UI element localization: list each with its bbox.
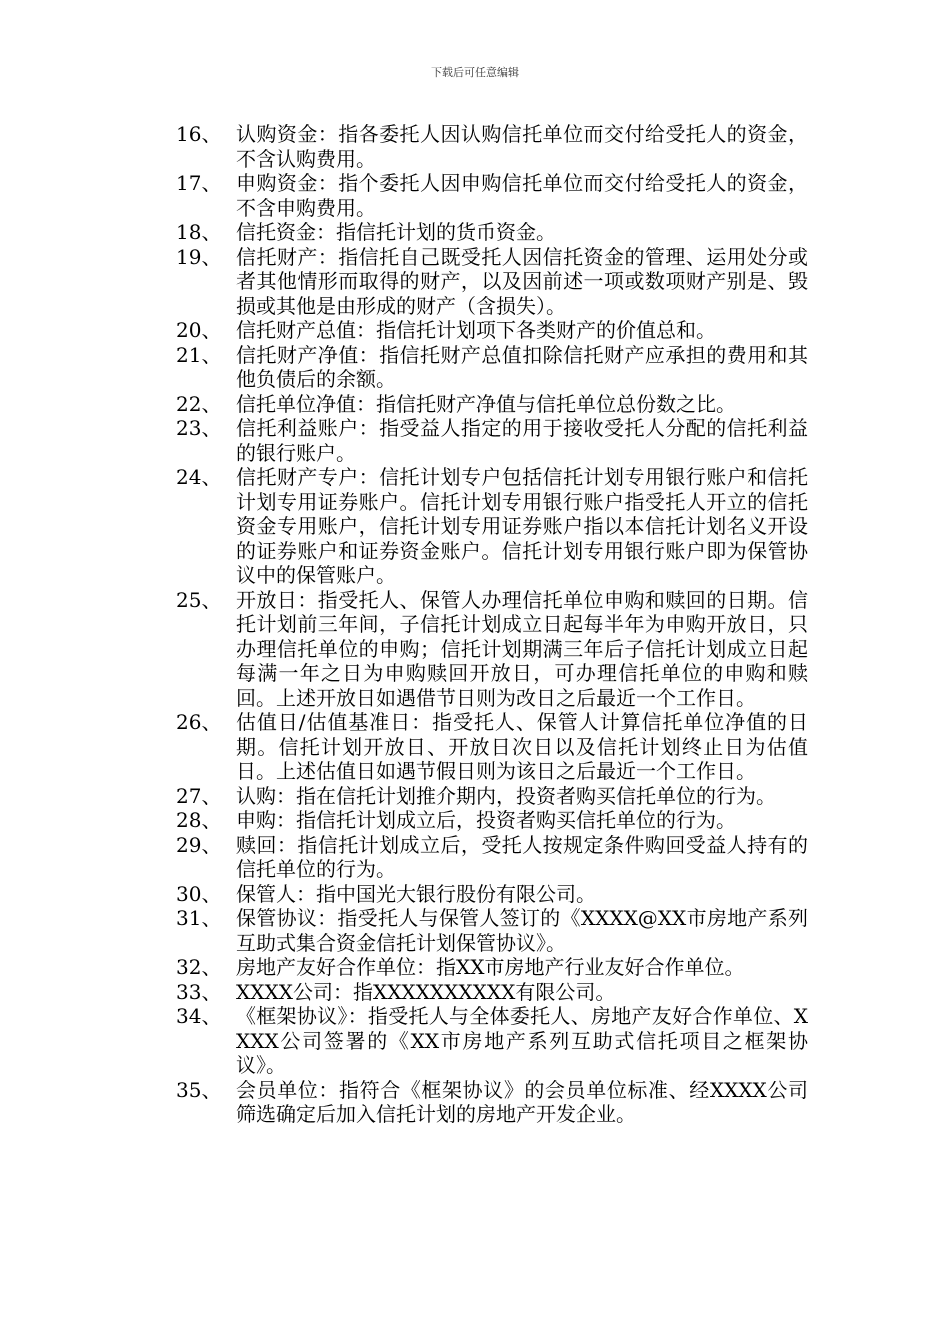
item-text: 认购：指在信托计划推介期内，投资者购买信托单位的行为。: [236, 783, 776, 808]
list-item: [176, 980, 808, 1005]
item-number: 30、: [176, 881, 222, 906]
item-text: 认购资金：指各委托人因认购信托单位而交付给受托人的资金，不含认购费用。: [236, 122, 808, 171]
list-item: [176, 710, 808, 784]
item-text: 信托财产总值：指信托计划项下各类财产的价值总和。: [236, 318, 716, 342]
list-item: [176, 808, 808, 833]
item-number: 21、: [176, 342, 222, 367]
item-text: 会员单位：指符合《框架协议》的会员单位标准、经XXXX公司筛选确定后加入信托计划的房地产开发企业。: [236, 1077, 808, 1126]
list-item: [176, 784, 808, 809]
item-number: 28、: [176, 808, 222, 832]
item-text: 信托财产：指信托自己既受托人因信托资金的管理、运用处分或者其他情形而取得的财产，以及因前述一项或数项财产别是、毁损或其他是由形成的财产（含损失）。: [236, 244, 808, 318]
item-number: 24、: [176, 465, 222, 489]
item-number: 18、: [176, 220, 222, 244]
item-number: 16、: [176, 122, 222, 146]
item-number: 22、: [176, 391, 222, 416]
item-text: 信托资金：指信托计划的货币资金。: [236, 220, 556, 244]
item-text: 保管人：指中国光大银行股份有限公司。: [236, 881, 596, 906]
item-text: 信托财产净值：指信托财产总值扣除信托财产应承担的费用和其他负债后的余额。: [236, 342, 808, 391]
item-text: 开放日：指受托人、保管人办理信托单位申购和赎回的日期。信托计划前三年间，子信托计划成立日起每半年为申购开放日，只办理信托单位的申购；信托计划期满三年后子信托计划成立日起每满一年之日为申购赎回开放日，可办理信托单位的申购和赎回。上述开放日如遇借节日则为改日之后最近一个工作日。: [236, 587, 808, 710]
item-number: 17、: [176, 171, 222, 195]
list-item: [176, 833, 808, 882]
item-number: 25、: [176, 587, 222, 612]
definitions-list: [176, 122, 808, 1127]
item-number: 33、: [176, 979, 222, 1004]
list-item: [176, 955, 808, 980]
item-text: 保管协议：指受托人与保管人签订的《XXXX@XX市房地产系列互助式集合资金信托计划保管协议》。: [236, 906, 808, 955]
list-item: [176, 588, 808, 711]
list-item: [176, 882, 808, 907]
item-number: 23、: [176, 416, 222, 440]
list-item: [176, 245, 808, 319]
item-number: 32、: [176, 955, 222, 979]
item-text: 房地产友好合作单位：指XX市房地产行业友好合作单位。: [236, 955, 745, 979]
item-number: 34、: [176, 1004, 222, 1028]
item-text: 赎回：指信托计划成立后，受托人按规定条件购回受益人持有的信托单位的行为。: [236, 832, 808, 881]
item-text: 信托单位净值：指信托财产净值与信托单位总份数之比。: [236, 391, 736, 416]
list-item: [176, 122, 808, 171]
item-number: 19、: [176, 244, 222, 269]
item-text: 估值日/估值基准日：指受托人、保管人计算信托单位净值的日期。信托计划开放日、开放日次日以及信托计划终止日为估值日。上述估值日如遇节假日则为该日之后最近一个工作日。: [236, 710, 808, 783]
list-item: [176, 416, 808, 465]
item-number: 20、: [176, 318, 222, 342]
list-item: [176, 318, 808, 343]
item-text: 申购资金：指个委托人因申购信托单位而交付给受托人的资金，不含申购费用。: [236, 171, 808, 220]
item-number: 35、: [176, 1077, 222, 1102]
list-item: [176, 392, 808, 417]
item-text: 《框架协议》：指受托人与全体委托人、房地产友好合作单位、XXXX公司签署的《XX市房地产系列互助式信托项目之框架协议》。: [236, 1004, 808, 1077]
item-text: 信托财产专户：信托计划专户包括信托计划专用银行账户和信托计划专用证券账户。信托计划专用银行账户指受托人开立的信托资金专用账户，信托计划专用证券账户指以本信托计划名义开设的证券账户和证券资金账户。信托计划专用银行账户即为保管协议中的保管账户。: [236, 465, 808, 587]
item-text: 申购：指信托计划成立后，投资者购买信托单位的行为。: [236, 808, 736, 832]
list-item: [176, 1078, 808, 1127]
item-number: 27、: [176, 783, 222, 808]
list-item: [176, 1004, 808, 1078]
list-item: [176, 465, 808, 588]
item-number: 29、: [176, 832, 222, 857]
item-number: 31、: [176, 906, 222, 930]
item-number: 26、: [176, 710, 222, 734]
list-item: [176, 220, 808, 245]
item-text: 信托利益账户：指受益人指定的用于接收受托人分配的信托利益的银行账户。: [236, 416, 808, 465]
item-text: XXXX公司：指XXXXXXXXXX有限公司。: [236, 979, 616, 1004]
list-item: [176, 906, 808, 955]
list-item: [176, 171, 808, 220]
page-header: 下载后可任意编辑: [431, 66, 519, 79]
list-item: [176, 343, 808, 392]
